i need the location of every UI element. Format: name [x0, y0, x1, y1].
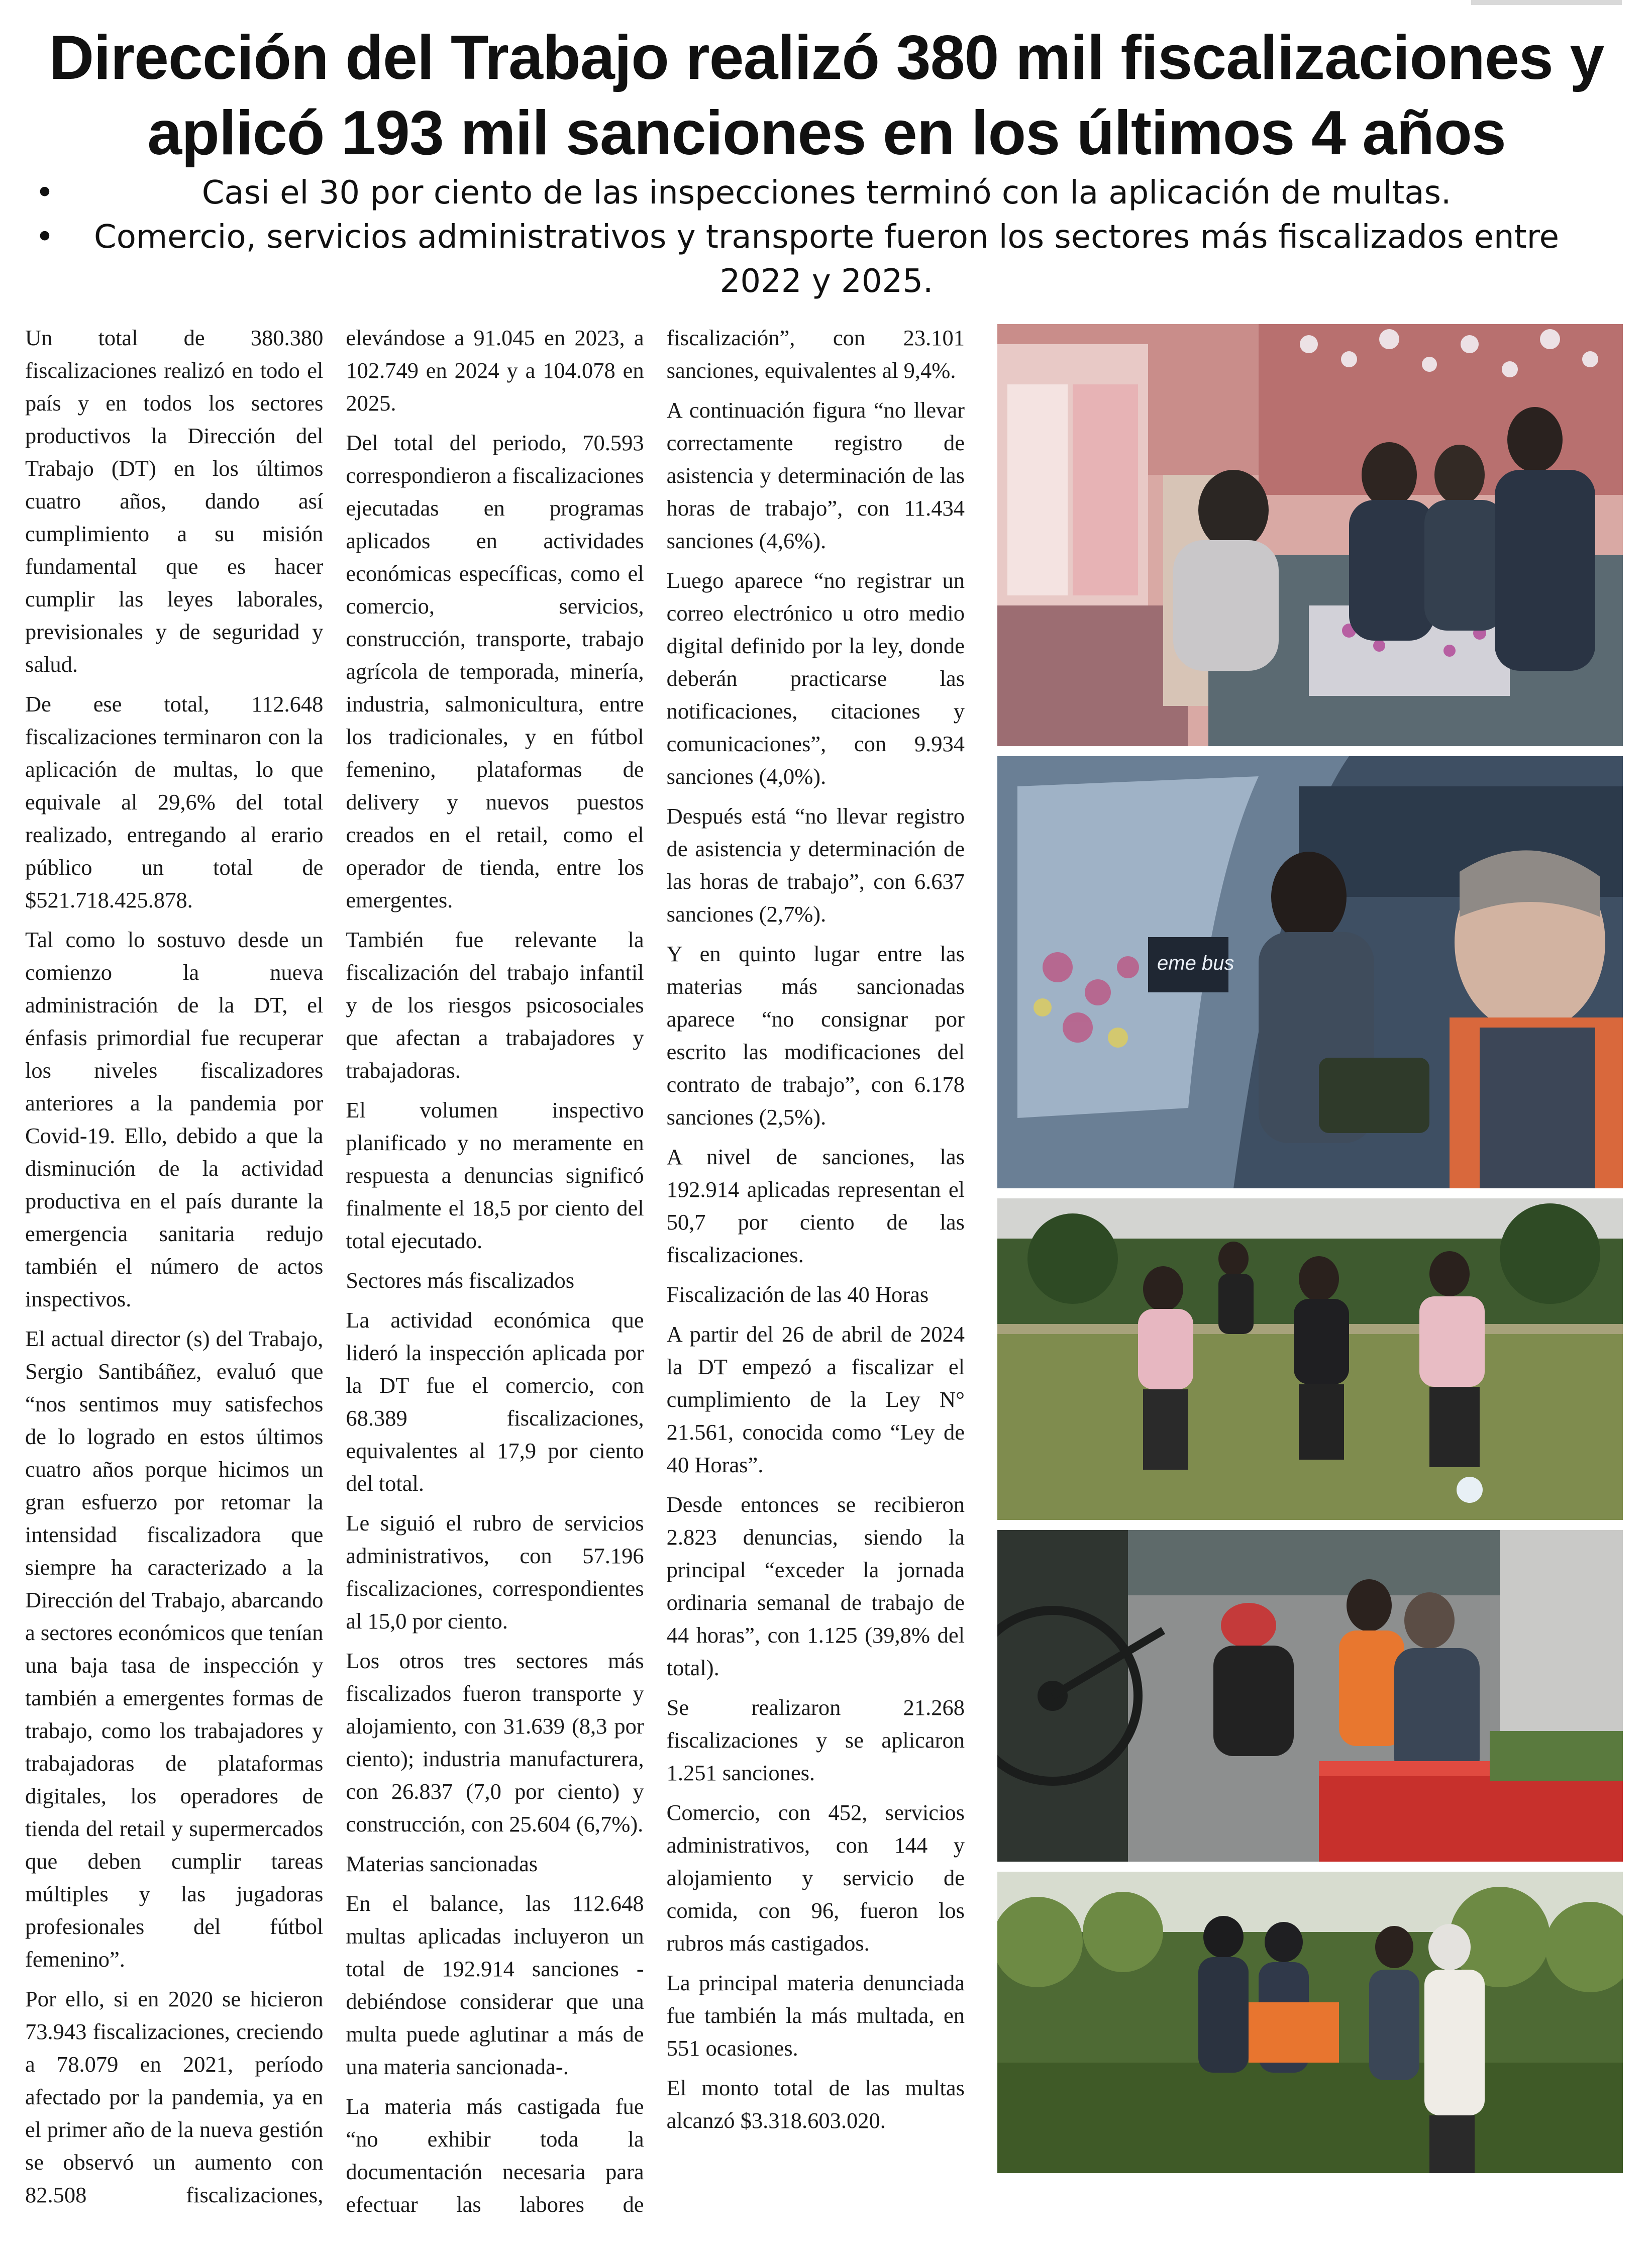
article-paragraph: Desde entonces se recibieron 2.823 denuncias, siendo la principal “exceder la jornada ordinaria semanal de trabajo de 44 horas”, con 1.125 (39,8% del total).	[666, 1492, 965, 1680]
photo-agricultural-inspection	[997, 1872, 1623, 2173]
photo-retail-inspection	[997, 324, 1623, 746]
article-paragraph: A continuación figura “no llevar correctamente registro de asistencia y determinación de las horas de trabajo”, con 11.434 sanciones (4,6%).	[666, 397, 965, 553]
photo-womens-football	[997, 1198, 1623, 1520]
photo-bus-inspection	[997, 756, 1623, 1188]
article-paragraph: El monto total de las multas alcanzó $3.318.603.020.	[666, 2075, 965, 2133]
article-paragraph: La principal materia denunciada fue también la más multada, en 551 ocasiones.	[666, 1970, 965, 2061]
article-paragraph: A nivel de sanciones, las 192.914 aplicadas representan el 50,7 por ciento de las fiscalizaciones.	[666, 1144, 965, 1267]
headline: Dirección del Trabajo realizó 380 mil fiscalizaciones y aplicó 193 mil sanciones en los últimos 4 años	[49, 23, 1604, 168]
article-paragraph: Del total del periodo, 70.593 correspondieron a fiscalizaciones ejecutadas en programas aplicados en actividades económicas específicas, como el comercio, servicios, construcción, transporte, trabajo agrícola de temporada, minería, industria, salmonicultura, entre los tradicionales, y en fútbol femenino, plataformas de delivery y nuevos puestos creados en el retail, como el operador de tienda, entre los emergentes.	[346, 430, 644, 912]
article-paragraph: Le siguió el rubro de servicios administrativos, con 57.196 fiscalizaciones, correspondientes al 15,0 por ciento.	[346, 1510, 644, 1634]
section-subhead: Fiscalización de las 40 Horas	[666, 1282, 929, 1307]
section-subhead: Materias sancionadas	[346, 1851, 538, 1876]
article-paragraph: El volumen inspectivo planificado y no meramente en respuesta a denuncias significó finalmente el 18,5 por ciento del total ejecutado.	[346, 1097, 644, 1253]
article-paragraph: Un total de 380.380 fiscalizaciones realizó en todo el país y en todos los sectores productivos la Dirección del Trabajo (DT) en los últimos cuatro años, dando así cumplimiento a su misión fundamental que es hacer cumplir las leyes laborales, previsionales y de seguridad y salud.	[25, 325, 324, 677]
article-paragraph: Luego aparece “no registrar un correo electrónico u otro medio digital definido por la ley, donde deberán practicarse las notificaciones, citaciones y comunicaciones”, con 9.934 sanciones (4,0%).	[666, 568, 965, 789]
article-paragraph: Se realizaron 21.268 fiscalizaciones y se aplicaron 1.251 sanciones.	[666, 1695, 965, 1785]
article-paragraph: Después está “no llevar registro de asistencia y determinación de las horas de trabajo”, con 6.637 sanciones (2,7%).	[666, 803, 965, 927]
photo-delivery-cyclists	[997, 1530, 1623, 1862]
article-paragraph: De ese total, 112.648 fiscalizaciones terminaron con la aplicación de multas, lo que equivale al 29,6% del total realizado, entregando al erario público un total de $521.718.425.878.	[25, 691, 324, 912]
photo-column	[997, 324, 1623, 2183]
article-paragraph: Los otros tres sectores más fiscalizados fueron transporte y alojamiento, con 31.639 (8,3 por ciento); industria manufacturera, con 26.837 (7,0 por ciento) y construcción, con 25.604 (6,7%).	[346, 1648, 644, 1837]
bullet-text: Comercio, servicios administrativos y transporte fueron los sectores más fiscalizados entre 2022 y 2025.	[94, 219, 1559, 300]
page-edge-bar	[1471, 0, 1622, 5]
bullet-text: Casi el 30 por ciento de las inspecciones terminó con la aplicación de multas.	[201, 174, 1452, 212]
section-subhead: Sectores más fiscalizados	[346, 1268, 575, 1293]
article-paragraph: Por ello, si en 2020 se hicieron 73.943 fiscalizaciones, creciendo a 78.079 en 2021, período afectado por la pandemia, ya en el primer año de la nueva gestión se observó un aumento con 82.508 fiscalizaciones, elevándose a 91.045 en 2023, a 102.749 en 2024 y a 104.078 en 2025.	[25, 325, 644, 2207]
article-paragraph: Comercio, con 452, servicios administrativos, con 144 y alojamiento y servicio de comida, con 96, fueron los rubros más castigados.	[666, 1800, 965, 1956]
bus-sign-text: eme bus	[1157, 952, 1234, 974]
bullet-icon: •	[35, 174, 54, 212]
article-paragraph: También fue relevante la fiscalización del trabajo infantil y de los riesgos psicosociales que afectan a trabajadores y trabajadoras.	[346, 927, 644, 1083]
bullet-item	[20, 215, 1633, 303]
article-paragraph: A partir del 26 de abril de 2024 la DT empezó a fiscalizar el cumplimiento de la Ley N° 21.561, conocida como “Ley de 40 Horas”.	[666, 1321, 965, 1477]
article-paragraph: La materia más castigada fue “no exhibir toda la documentación necesaria para efectuar las labores de fiscalización”, con 23.101 sanciones, equivalentes al 9,4%.	[346, 325, 965, 2217]
bullet-icon: •	[35, 219, 54, 256]
article-paragraph: En el balance, las 112.648 multas aplicadas incluyeron un total de 192.914 sanciones -debiéndose considerar que una multa puede aglutinar a más de una materia sancionada-.	[346, 1891, 644, 2079]
article-paragraph: La actividad económica que lideró la inspección aplicada por la DT fue el comercio, con 68.389 fiscalizaciones, equivalentes al 17,9 por ciento del total.	[346, 1307, 644, 1496]
article-body	[25, 322, 965, 2221]
article-paragraph: Y en quinto lugar entre las materias más sancionadas aparece “no consignar por escrito las modificaciones del contrato de trabajo”, con 6.178 sanciones (2,5%).	[666, 941, 965, 1130]
bullet-item	[20, 171, 1633, 215]
article-paragraph: El actual director (s) del Trabajo, Sergio Santibáñez, evaluó que “nos sentimos muy satisfechos de lo logrado en estos últimos cuatro años porque hicimos un gran esfuerzo por retomar la intensidad fiscalizadora que siempre ha caracterizado a la Dirección del Trabajo, abarcando a sectores económicos que tenían una baja tasa de inspección y también a emergentes formas de trabajo, como los trabajadores y trabajadoras de plataformas digitales, los operadores de tienda del retail y supermercados que deben cumplir tareas múltiples y las jugadoras profesionales del fútbol femenino”.	[25, 1326, 324, 1972]
article-paragraph: Tal como lo sostuvo desde un comienzo la nueva administración de la DT, el énfasis primordial fue recuperar los niveles fiscalizadores anteriores a la pandemia por Covid-19. Ello, debido a que la disminución de la actividad productiva en el país durante la emergencia sanitaria redujo también el número de actos inspectivos.	[25, 927, 324, 1311]
subheadline-bullets	[20, 171, 1633, 303]
